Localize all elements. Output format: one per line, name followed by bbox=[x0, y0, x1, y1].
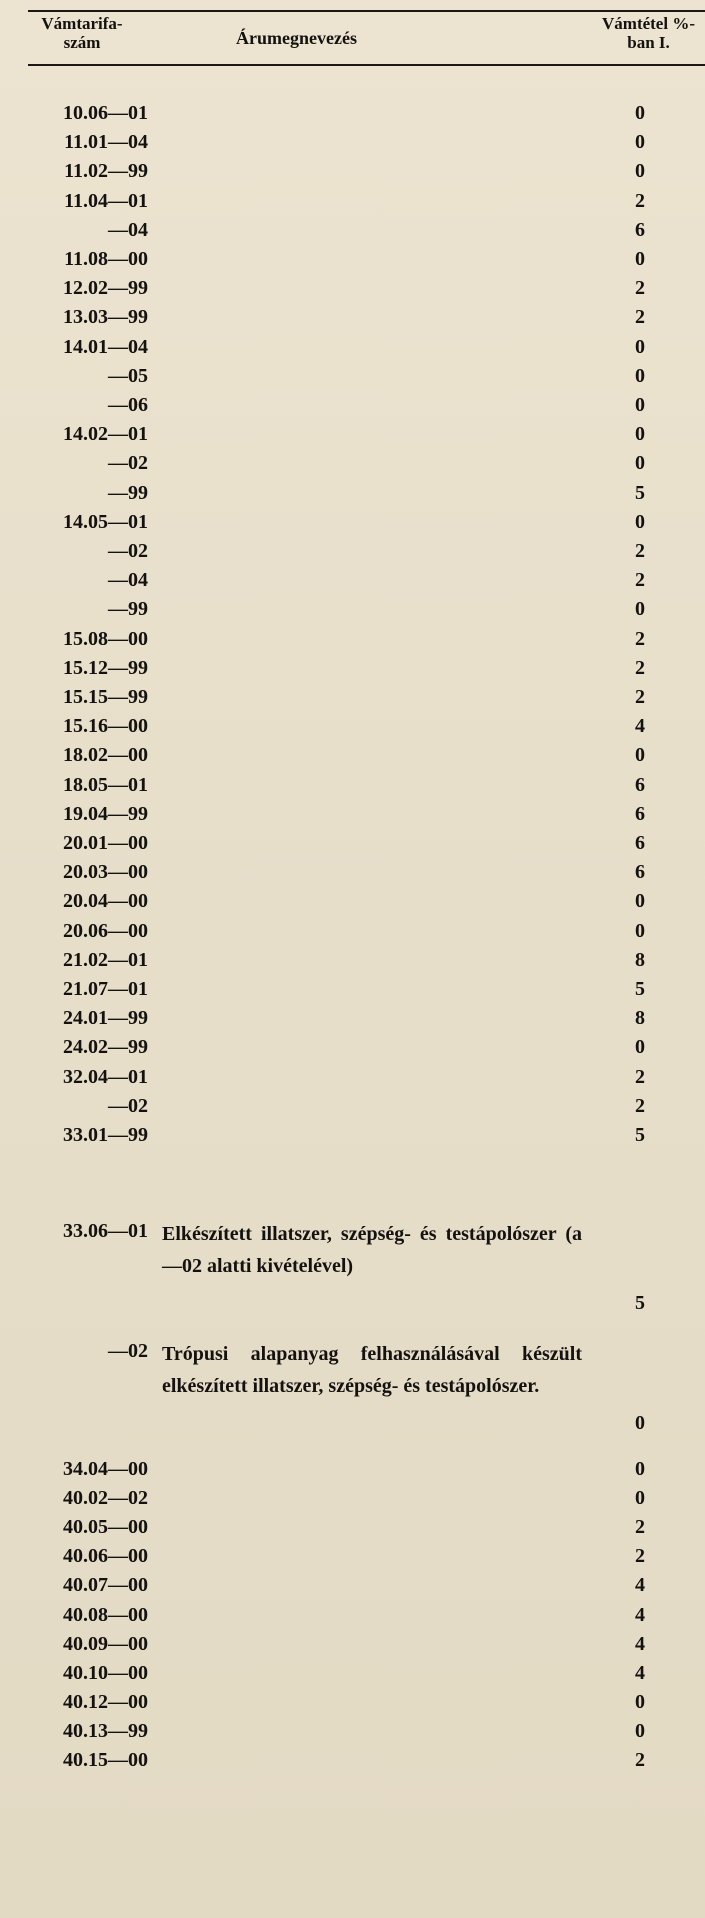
goods-description: Elkészített illatszer, szépség- és testápolószer (a —02 alatti kivételével) bbox=[162, 1223, 582, 1277]
table-row bbox=[0, 1485, 705, 1512]
tariff-code: 15.12—99 bbox=[63, 656, 148, 679]
header-rule bbox=[28, 64, 705, 66]
duty-rate: 2 bbox=[635, 627, 645, 650]
table-row bbox=[0, 129, 705, 156]
table-row bbox=[0, 1718, 705, 1745]
duty-rate: 2 bbox=[635, 1749, 645, 1771]
duty-rate: 0 bbox=[635, 598, 645, 621]
tariff-code: —05 bbox=[108, 364, 148, 387]
tariff-code: 40.10—00 bbox=[63, 1661, 148, 1684]
table-row bbox=[0, 1064, 705, 1091]
tariff-code: —02 bbox=[108, 1340, 148, 1362]
table-row bbox=[0, 1602, 705, 1629]
tariff-code: 14.01—04 bbox=[63, 335, 148, 358]
table-row bbox=[0, 304, 705, 331]
tariff-code: 32.04—01 bbox=[63, 1065, 148, 1088]
tariff-code: 11.01—04 bbox=[64, 131, 148, 154]
duty-rate: 0 bbox=[635, 160, 645, 183]
duty-rate: 2 bbox=[635, 569, 645, 592]
table-row bbox=[0, 480, 705, 507]
tariff-code: 15.16—00 bbox=[63, 715, 148, 738]
duty-rate: 6 bbox=[635, 861, 645, 884]
duty-rate: 6 bbox=[635, 802, 645, 825]
tariff-code: 40.05—00 bbox=[63, 1516, 148, 1539]
table-row bbox=[0, 801, 705, 828]
duty-rate: 2 bbox=[635, 1516, 645, 1539]
table-row bbox=[0, 1572, 705, 1599]
tariff-code: 10.06—01 bbox=[63, 102, 148, 124]
duty-rate: 0 bbox=[635, 1719, 645, 1742]
tariff-code: 40.07—00 bbox=[63, 1574, 148, 1597]
table-row bbox=[0, 1034, 705, 1061]
duty-rate: 2 bbox=[635, 1094, 645, 1117]
table-row bbox=[0, 392, 705, 419]
duty-rate: 0 bbox=[635, 452, 645, 475]
duty-rate: 5 bbox=[635, 1124, 645, 1146]
table-row bbox=[0, 217, 705, 244]
tariff-code: 21.07—01 bbox=[63, 978, 148, 1000]
duty-rate: 5 bbox=[635, 1292, 645, 1314]
table-row bbox=[0, 334, 705, 361]
duty-rate: 0 bbox=[635, 335, 645, 358]
duty-rate: 6 bbox=[635, 832, 645, 854]
duty-rate: 2 bbox=[635, 540, 645, 562]
table-row bbox=[0, 100, 705, 127]
header-name-column: Árumegnevezés bbox=[236, 28, 357, 48]
tariff-code: 40.08—00 bbox=[63, 1603, 148, 1626]
table-row bbox=[0, 275, 705, 302]
duty-rate: 2 bbox=[635, 656, 645, 679]
duty-rate: 0 bbox=[635, 248, 645, 270]
goods-description: Trópusi alapanyag felhasználásával készült elkészített illatszer, szépség- és testápolószer. bbox=[162, 1343, 582, 1397]
tariff-code: 40.09—00 bbox=[63, 1632, 148, 1655]
table-row bbox=[0, 947, 705, 974]
table-row bbox=[0, 1747, 705, 1774]
tariff-code: 18.05—01 bbox=[63, 773, 148, 796]
tariff-code: —02 bbox=[108, 452, 148, 475]
tariff-code: 18.02—00 bbox=[63, 744, 148, 767]
table-row bbox=[0, 742, 705, 769]
table-row bbox=[0, 188, 705, 215]
duty-rate: 6 bbox=[635, 773, 645, 796]
table-row bbox=[0, 450, 705, 477]
tariff-code: 20.04—00 bbox=[63, 890, 148, 913]
duty-rate: 2 bbox=[635, 306, 645, 329]
table-row bbox=[0, 1005, 705, 1032]
table-row bbox=[0, 1660, 705, 1687]
table-row bbox=[0, 1514, 705, 1541]
tariff-code: 24.01—99 bbox=[63, 1007, 148, 1030]
table-row-described bbox=[0, 1218, 705, 1314]
tariff-code: —02 bbox=[108, 540, 148, 562]
table-row bbox=[0, 509, 705, 536]
table-row bbox=[0, 1543, 705, 1570]
table-row bbox=[0, 1456, 705, 1483]
table-row bbox=[0, 830, 705, 857]
table-row bbox=[0, 596, 705, 623]
table-row bbox=[0, 918, 705, 945]
duty-rate: 5 bbox=[635, 481, 645, 504]
duty-rate: 5 bbox=[635, 978, 645, 1000]
table-row bbox=[0, 713, 705, 740]
tariff-code: 21.02—01 bbox=[63, 948, 148, 971]
tariff-code: 11.04—01 bbox=[64, 189, 148, 212]
duty-rate: 2 bbox=[635, 1065, 645, 1088]
duty-rate: 4 bbox=[635, 1574, 645, 1597]
duty-rate: 0 bbox=[635, 394, 645, 416]
duty-rate: 2 bbox=[635, 686, 645, 708]
tariff-code: 24.02—99 bbox=[63, 1036, 148, 1059]
tariff-code: —04 bbox=[108, 218, 148, 241]
duty-rate: 2 bbox=[635, 277, 645, 300]
table-row bbox=[0, 1631, 705, 1658]
table-row-described bbox=[0, 1338, 705, 1434]
table-row bbox=[0, 626, 705, 653]
tariff-code: 11.08—00 bbox=[64, 248, 148, 270]
tariff-code: —04 bbox=[108, 569, 148, 592]
tariff-code: 40.13—99 bbox=[63, 1719, 148, 1742]
duty-rate: 8 bbox=[635, 948, 645, 971]
table-row bbox=[0, 684, 705, 711]
table-row bbox=[0, 1689, 705, 1716]
table-row bbox=[0, 888, 705, 915]
table-row bbox=[0, 655, 705, 682]
duty-rate: 0 bbox=[635, 364, 645, 387]
header-code-column: Vámtarifa-szám bbox=[41, 14, 123, 52]
tariff-code: —02 bbox=[108, 1094, 148, 1117]
table-row bbox=[0, 976, 705, 1003]
tariff-code: 40.12—00 bbox=[63, 1690, 148, 1713]
duty-rate: 4 bbox=[635, 1661, 645, 1684]
table-row bbox=[0, 538, 705, 565]
tariff-code: 14.05—01 bbox=[63, 510, 148, 533]
header-rate-column: Vámtétel %-ban I. bbox=[602, 14, 695, 52]
table-row bbox=[0, 1093, 705, 1120]
duty-rate: 0 bbox=[635, 890, 645, 913]
duty-rate: 0 bbox=[635, 919, 645, 942]
tariff-code: 15.08—00 bbox=[63, 627, 148, 650]
tariff-code: 40.02—02 bbox=[63, 1487, 148, 1510]
duty-rate: 0 bbox=[635, 744, 645, 767]
duty-rate: 4 bbox=[635, 1632, 645, 1655]
duty-rate: 0 bbox=[635, 102, 645, 124]
tariff-code: 15.15—99 bbox=[63, 686, 148, 708]
duty-rate: 4 bbox=[635, 715, 645, 738]
duty-rate: 0 bbox=[635, 1690, 645, 1713]
duty-rate: 2 bbox=[635, 189, 645, 212]
tariff-code: —99 bbox=[108, 598, 148, 621]
table-row bbox=[0, 772, 705, 799]
tariff-code: 14.02—01 bbox=[63, 423, 148, 446]
duty-rate: 8 bbox=[635, 1007, 645, 1030]
table-row bbox=[0, 567, 705, 594]
tariff-code: 33.06—01 bbox=[63, 1220, 148, 1242]
duty-rate: 2 bbox=[635, 1545, 645, 1568]
duty-rate: 0 bbox=[635, 423, 645, 446]
duty-rate: 0 bbox=[635, 1487, 645, 1510]
tariff-code: 12.02—99 bbox=[63, 277, 148, 300]
duty-rate: 4 bbox=[635, 1603, 645, 1626]
table-row bbox=[0, 421, 705, 448]
duty-rate: 0 bbox=[635, 510, 645, 533]
tariff-code: 20.03—00 bbox=[63, 861, 148, 884]
table-row bbox=[0, 158, 705, 185]
tariff-code: 19.04—99 bbox=[63, 802, 148, 825]
table-row bbox=[0, 1122, 705, 1149]
table-row bbox=[0, 859, 705, 886]
tariff-code: 33.01—99 bbox=[63, 1124, 148, 1146]
tariff-code: 20.01—00 bbox=[63, 832, 148, 854]
top-rule bbox=[28, 10, 705, 12]
tariff-code: 11.02—99 bbox=[64, 160, 148, 183]
duty-rate: 6 bbox=[635, 218, 645, 241]
duty-rate: 0 bbox=[635, 131, 645, 154]
table-row bbox=[0, 363, 705, 390]
duty-rate: 0 bbox=[635, 1412, 645, 1434]
duty-rate: 0 bbox=[635, 1458, 645, 1480]
table-row bbox=[0, 246, 705, 273]
tariff-code: 20.06—00 bbox=[63, 919, 148, 942]
tariff-code: —06 bbox=[108, 394, 148, 416]
tariff-code: 40.06—00 bbox=[63, 1545, 148, 1568]
tariff-code: 13.03—99 bbox=[63, 306, 148, 329]
tariff-code: 34.04—00 bbox=[63, 1458, 148, 1480]
tariff-code: —99 bbox=[108, 481, 148, 504]
duty-rate: 0 bbox=[635, 1036, 645, 1059]
tariff-code: 40.15—00 bbox=[63, 1749, 148, 1771]
